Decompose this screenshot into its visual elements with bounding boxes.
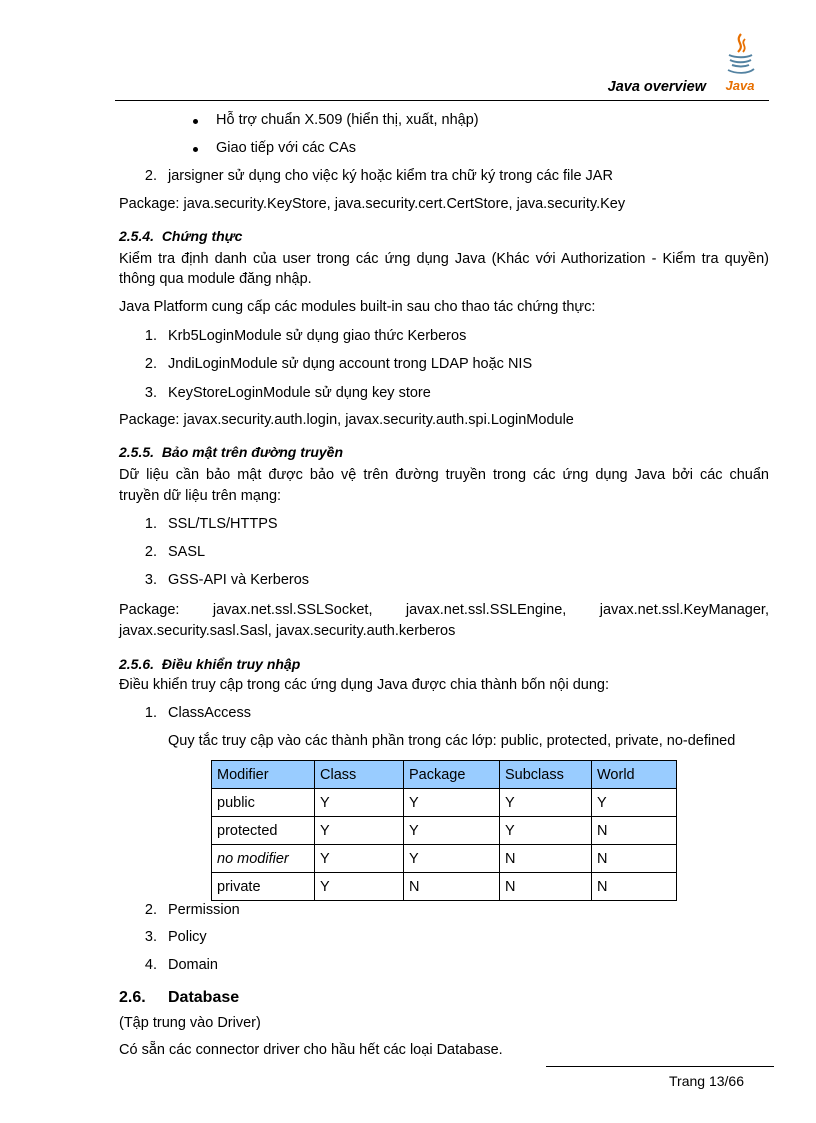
transport-paragraph-line2: truyền dữ liệu trên mạng: xyxy=(119,488,282,504)
table-cell: Y xyxy=(500,789,592,817)
table-row xyxy=(212,845,677,873)
list-number: 3. xyxy=(144,572,157,588)
table-cell: Y xyxy=(404,817,500,845)
heading-2-5-4 xyxy=(119,228,242,244)
package-line-auth: Package: javax.security.auth.login, javax.security.auth.spi.LoginModule xyxy=(119,412,574,428)
heading-title: Bảo mật trên đường truyền xyxy=(161,444,343,460)
java-logo xyxy=(722,30,758,96)
table-row xyxy=(212,789,677,817)
package-line-transport-1: Package: javax.net.ssl.SSLSocket, javax.net.ssl.SSLEngine, javax.net.ssl.KeyManager, xyxy=(119,602,769,618)
heading-2-5-5 xyxy=(119,444,343,460)
bullet-dot xyxy=(193,119,198,124)
page-number: Trang 13/66 xyxy=(669,1073,744,1089)
table-cell: Y xyxy=(404,789,500,817)
table-header-cell: Subclass xyxy=(500,761,592,789)
table-header-cell: World xyxy=(592,761,677,789)
sub-bullet-x509: Hỗ trợ chuẩn X.509 (hiển thị, xuất, nhập) xyxy=(216,112,479,128)
running-header-title: Java overview xyxy=(607,79,706,95)
table-cell: Y xyxy=(404,845,500,873)
auth-paragraph2: Java Platform cung cấp các modules built-in sau cho thao tác chứng thực: xyxy=(119,299,596,315)
access-intro: Điều khiển truy cập trong các ứng dụng Java được chia thành bốn nội dung: xyxy=(119,677,610,693)
list-item: SASL xyxy=(168,544,206,560)
table-cell: N xyxy=(592,817,677,845)
table-header-cell: Class xyxy=(315,761,404,789)
list-item: Policy xyxy=(168,929,207,945)
table-cell: N xyxy=(500,845,592,873)
heading-number: 2.5.4. xyxy=(119,228,155,244)
list-item: JndiLoginModule sử dụng account trong LDAP hoặc NIS xyxy=(168,356,533,372)
header-rule xyxy=(115,100,769,101)
table-row xyxy=(212,873,677,901)
table-cell: Y xyxy=(315,845,404,873)
table-cell: N xyxy=(592,873,677,901)
db-line2: Có sẵn các connector driver cho hầu hết các loại Database. xyxy=(119,1042,503,1058)
table-cell: Y xyxy=(592,789,677,817)
bullet-dot xyxy=(193,147,198,152)
list-item: Domain xyxy=(168,957,218,973)
java-logo-text: Java xyxy=(725,78,755,93)
list-number: 1. xyxy=(144,516,157,532)
db-line1: (Tập trung vào Driver) xyxy=(119,1015,261,1031)
table-cell: N xyxy=(592,845,677,873)
package-line-transport-2: javax.security.sasl.Sasl, javax.security.auth.kerberos xyxy=(119,623,456,639)
list-item: KeyStoreLoginModule sử dụng key store xyxy=(168,385,431,401)
list-item: Permission xyxy=(168,902,240,918)
package-line-cert: Package: java.security.KeyStore, java.security.cert.CertStore, java.security.Key xyxy=(119,196,626,212)
table-cell: Y xyxy=(500,817,592,845)
footer-rule xyxy=(546,1066,774,1067)
list-item: ClassAccess xyxy=(168,705,251,721)
heading-number: 2.5.5. xyxy=(119,444,155,460)
list-number: 1. xyxy=(144,705,157,721)
table-cell: N xyxy=(404,873,500,901)
table-header-row xyxy=(212,761,677,789)
heading-2-6-title: Database xyxy=(168,989,240,1006)
heading-2-6-number: 2.6. xyxy=(119,989,146,1006)
table-cell: protected xyxy=(212,817,315,845)
table-cell: Y xyxy=(315,817,404,845)
heading-title: Điều khiển truy nhập xyxy=(161,656,301,672)
list-number: 3. xyxy=(144,385,157,401)
list-item: SSL/TLS/HTTPS xyxy=(168,516,278,532)
heading-number: 2.5.6. xyxy=(119,656,155,672)
list-item: Krb5LoginModule sử dụng giao thức Kerberos xyxy=(168,328,467,344)
list-number: 2. xyxy=(144,902,157,918)
auth-paragraph-line1: Kiểm tra định danh của user trong các ứng dụng Java (Khác với Authorization - Kiểm tra quyền) xyxy=(119,251,769,267)
table-cell: Y xyxy=(315,789,404,817)
table-cell: Y xyxy=(315,873,404,901)
sub-bullet-ca: Giao tiếp với các CAs xyxy=(216,140,357,156)
table-cell: public xyxy=(212,789,315,817)
list-number: 1. xyxy=(144,328,157,344)
list-number: 2. xyxy=(144,544,157,560)
heading-title: Chứng thực xyxy=(161,228,243,244)
access-modifier-table xyxy=(211,760,677,901)
auth-paragraph-line2: thông qua module đăng nhập. xyxy=(119,271,312,287)
access-rule-text: Quy tắc truy cập vào các thành phần trong các lớp: public, protected, private, no-defined xyxy=(168,733,736,749)
table-row xyxy=(212,817,677,845)
transport-paragraph-line1: Dữ liệu cần bảo mật được bảo vệ trên đường truyền trong các ứng dụng Java bởi các chuẩn xyxy=(119,467,769,483)
list-number: 2. xyxy=(144,356,157,372)
heading-2-5-6 xyxy=(119,656,300,672)
list-number: 4. xyxy=(144,957,157,973)
jarsigner-item: jarsigner sử dụng cho việc ký hoặc kiểm tra chữ ký trong các file JAR xyxy=(168,168,613,184)
table-header-cell: Package xyxy=(404,761,500,789)
list-item: GSS-API và Kerberos xyxy=(168,572,310,588)
list-number: 2. xyxy=(144,168,157,184)
table-cell: N xyxy=(500,873,592,901)
list-number: 3. xyxy=(144,929,157,945)
table-cell: no modifier xyxy=(212,845,315,873)
table-header-cell: Modifier xyxy=(212,761,315,789)
table-cell: private xyxy=(212,873,315,901)
